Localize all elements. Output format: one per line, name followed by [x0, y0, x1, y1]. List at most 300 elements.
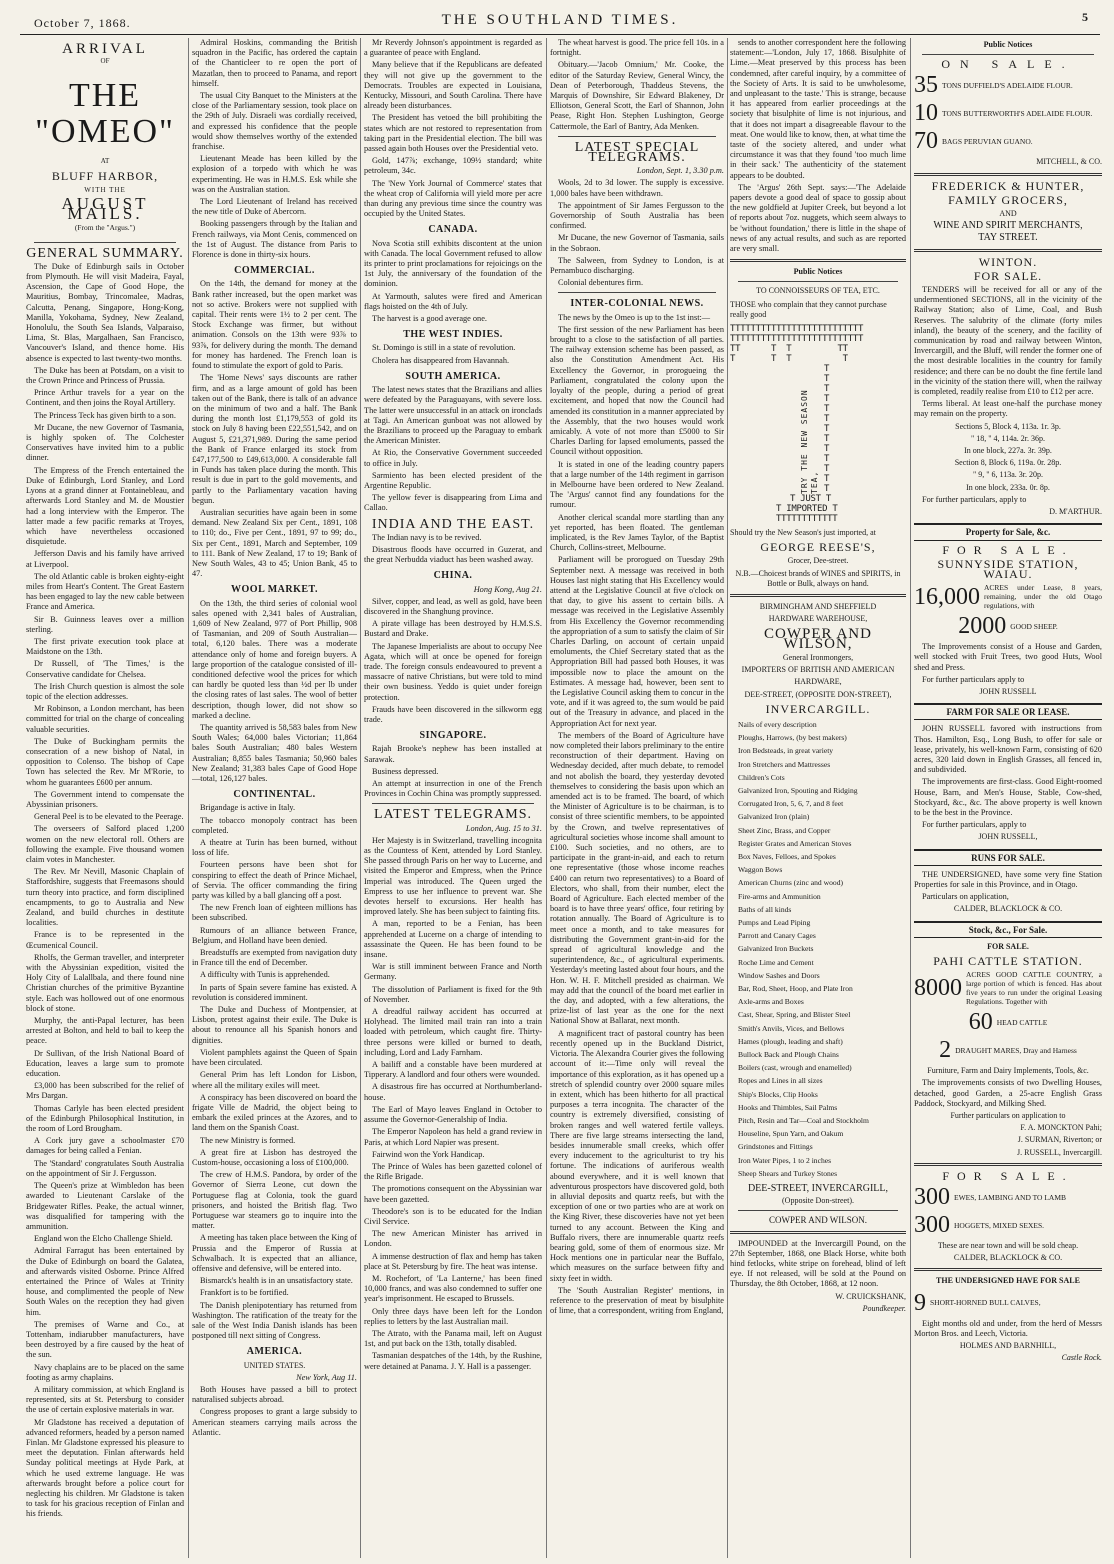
summary-paragraph: The overseers of Salford placed 1,200 women on the new electoral roll. Others are following the example. Five thousand women claim votes in Manchester. [26, 824, 184, 864]
frederick-hunter-name: FREDERICK & HUNTER, [931, 178, 1085, 193]
summary-paragraph: The Princess Teck has given birth to a son. [34, 410, 176, 420]
continental-paragraph: In parts of Spain severe famine has existed. A revolution is considered imminent. [192, 982, 357, 1002]
winton-further: For further particulars, apply to [922, 494, 1027, 504]
pahi-mares-row [914, 1038, 1102, 1062]
winton-terms: Terms liberal. At least one-half the purchase money may remain on the property. [914, 399, 1102, 419]
commercial-heading: COMMERCIAL. [234, 265, 315, 277]
telegram-paragraph: Fairwind won the York Handicap. [372, 1149, 485, 1159]
united-states-heading: UNITED STATES. [243, 1360, 306, 1370]
wool-paragraphs [192, 599, 357, 785]
hardware-list-item: Children's Cots [738, 772, 785, 782]
winton-text: TENDERS will be received for all or any of the undermentioned SECTIONS, all in the vicinity of the Railway Station; also of Lime, Coal, and Bush Reserves. The salubrity of the climate (forty miles inland), the beauty of the scenery, and the facility of communication by road and railway between Winton, Invercargill, and the Bluff, will render the former one of the most desirable localities in the country for family residence; and there can be no doubt the fine fertile land in the vicinity of the station there will, when the railway is completed, readily realise from £10 to £12 per acre. [914, 285, 1102, 397]
summary-paragraph: The Empress of the French entertained the Duke of Edinburgh, Lord Stanley, and Lord Lyons at a grand dinner at Fontainebleau, and afterwards Lord Stanley and M. de Moustier had a long interview with the Emperor. The latter made a few pacific remarks at Troyes, which have nevertheless occasioned disquietude. [26, 465, 184, 547]
column-2 [192, 38, 357, 1560]
column-rule [188, 38, 189, 1558]
hoggets-text: HOGGETS, MIXED SEXES. [954, 1220, 1044, 1230]
summary-paragraph: Jefferson Davis and his family have arrived at Liverpool. [26, 549, 184, 569]
canada-paragraphs [364, 239, 542, 325]
telegrams-dateline: London, Aug. 15 to 31. [465, 823, 542, 833]
hardware-list-item: Sheep Shears and Turkey Stones [738, 1168, 838, 1178]
on-sale-item [914, 101, 1102, 125]
sunnyside-for-sale: FOR SALE. [942, 542, 1074, 557]
runs-particulars: Particulars on application, [922, 892, 1009, 902]
winton-section-line: In one block, 233a. 0r. 8p. [966, 482, 1050, 492]
cowper-wilson-invercargill: INVERCARGILL. [765, 701, 871, 716]
hardware-list-item: Bar, Rod, Sheet, Hoop, and Plate Iron [738, 983, 853, 993]
wool-paragraph: The quantity arrived is 58,583 bales from New South Wales; 64,000 bales Victorian; 11,864 bales South Australian; 480 bales Western Australian; 8,855 bales Tasmania; 50,960 bales New Zealand; 31,383 bales Cape of Good Hope—total, 126,127 bales. [192, 723, 357, 784]
summary-paragraph: The Duke has been at Potsdam, on a visit to the Crown Prince and Princess of Prussia. [26, 365, 184, 386]
column-rule [727, 38, 728, 1558]
summary-paragraph: Dr Russell, of 'The Times,' is the Conservative candidate for Chelsea. [26, 659, 184, 679]
divider [914, 1268, 1102, 1271]
pahi-cattle: 60 [968, 1009, 993, 1036]
winton-for-sale: FOR SALE. [973, 268, 1043, 283]
continental-paragraph: A great fire at Lisbon has destroyed the Custom-house, occasioning a loss of £100,000. [192, 1147, 357, 1167]
winton-section-line: In one block, 227a. 3r. 39p. [964, 446, 1052, 456]
divider [914, 249, 1102, 252]
column-5 [730, 38, 906, 1560]
canada-paragraph: The harvest is a good average one. [372, 314, 487, 324]
poundkeeper-title: Poundkeeper. [862, 1303, 906, 1313]
news-paragraph: The 'Argus' 26th Sept. says:—'The Adelaide papers devote a good deal of space to gossip about the new goldfield at Jupiter Creek, but beyond a lot of reports about 7oz. nuggets, which seem always to be 'without foundation,' there is little in the shape of news of any actual results, and such as are reported are very small. [730, 182, 906, 254]
birmingham-sub: HARDWARE WAREHOUSE, [768, 614, 868, 624]
hardware-list-item: Iron Water Pipes, 1 to 2 inches [738, 1155, 832, 1165]
continental-paragraph: Bismarck's health is in an unsatisfactory state. [200, 1276, 353, 1286]
latest-telegrams-heading: LATEST TELEGRAMS. [373, 807, 533, 823]
runs-text: THE UNDERSIGNED, have some very fine Station Properties for sale in this Province, and in Otago. [914, 869, 1102, 889]
winton-section-line: " 9, " 6, 113a. 3r. 20p. [972, 470, 1043, 480]
tea-imported: IMPORTED [786, 504, 828, 515]
on-sale-item [914, 73, 1102, 97]
singapore-paragraph: Rajah Brooke's nephew has been installed at Sarawak. [364, 744, 542, 764]
telegram-paragraph: Theodore's son is to be educated for the Indian Civil Service. [364, 1206, 542, 1226]
ewes-text: EWES, LAMBING AND TO LAMB [954, 1192, 1067, 1202]
us-paragraph: Congress proposes to grant a large subsidy to American steamers carrying mails across the Atlantic. [192, 1407, 357, 1437]
special-paragraph: Wools, 2d to 3d lower. The supply is excessive. 1,000 bales have been withdrawn. [550, 178, 724, 198]
commercial-paragraph: On the 14th, the demand for money at the Bank rather increased, but the open market was not so active. Brokers were not supplied with capital. Their rents were 1½ to 2 per cent. The Stock Exchange was firmer, but without animation. Consols on the 13th were 93⅞ to 93⅞, for delivery during the month. The demand for money has hardened. The French loan is found to stimulate the export of gold to Paris. [192, 279, 357, 371]
on-sale-description: BAGS PERUVIAN GUANO. [942, 136, 1033, 146]
continental-paragraph: General Prim has left London for Lisbon, where all the military exiles will meet. [192, 1070, 357, 1090]
west-indies-heading: THE WEST INDIES. [403, 329, 503, 341]
hardware-list-item: Window Sashes and Doors [738, 970, 820, 980]
news-paragraph: Gold, 147⅞; exchange, 109½ standard; white petroleum, 34c. [364, 156, 542, 176]
tea-ad-intro: THOSE who complain that they cannot purchase really good [730, 299, 887, 319]
hardware-list-item: Cast, Shear, Spring, and Blister Steel [738, 1010, 851, 1020]
summary-paragraph: The Duke of Edinburgh sails in October from Plymouth. He will visit Madeira, Fayal, Ascension, the Cape of Good Hope, the Mauritius, Bombay, Trincomalee, Madras, Calcutta, Penang, Singapore, Hong-Kong, Manilla, Yokohama, Sydney, New Zealand, Honolulu, the South Sea Islands, Valparaiso, Lima, St. Blas, Margalhaen, San Francisco, Vancouver's Island, and thence home. His absence is expected to last twenty-two months. [26, 261, 184, 363]
hardware-list-item: Grindstones and Fittings [738, 1142, 813, 1152]
continental-paragraph: A meeting has taken place between the King of Prussia and the Emperor of Russia at Schwalbach. It is expected that an alliance, offensive and defensive, will be entered into. [192, 1233, 357, 1273]
on-sale-heading: ON SALE. [941, 57, 1075, 72]
property-heading: Property for Sale, &c. [914, 523, 1102, 540]
continental-paragraph: A difficulty with Tunis is apprehended. [200, 970, 330, 980]
continental-paragraphs [192, 803, 357, 1341]
west-indies-paragraphs [364, 343, 542, 365]
divider [730, 1231, 906, 1234]
telegram-paragraph: The dissolution of Parliament is fixed for the 9th of November. [364, 984, 542, 1004]
summary-paragraph: £3,000 has been subscribed for the relief of Mrs Dargan. [26, 1081, 184, 1101]
hardware-list-item: Fire-arms and Ammunition [738, 891, 821, 901]
hardware-list-item: Sheet Zinc, Brass, and Copper [738, 825, 831, 835]
divider [558, 292, 716, 293]
hardware-list-item: Houseline, Spun Yarn, and Oakum [738, 1129, 844, 1139]
continental-paragraph: Frankfort is to be fortified. [200, 1288, 289, 1298]
commercial-paragraph: The 'Home News' says discounts are rather firm, and as a large amount of gold has been taken out of the Bank, there is talk of an advance on the minimum of two and a half. The Bank during the month lost £1,179,553 of gold its stock on July 8 having been £22,551,542, and on August 5, £21,371,989. During the same period the Bank of France enlarged its stock from £47,177,500 to £49,613,000. A considerable fall in Funds has taken place during the month. This result is due in part to the gold movements, and partly to the Parliamentary vacation having begun. [192, 373, 357, 505]
calves-row [914, 1291, 1102, 1315]
continental-paragraph: Rumours of an alliance between France, Belgium, and Holland have been denied. [192, 925, 357, 945]
hardware-list-item: Ploughs, Harrows, (by best makers) [738, 733, 847, 743]
newspaper-title: THE SOUTHLAND TIMES. [441, 12, 679, 28]
intercolonial-paragraph: A magnificent tract of pastoral country has been recently opened up in the Buckland District, Victoria. The Alexandra Courier gives the following account of it:—Time only will reveal the importance of this exploration, as it has opened up a stretch of splendid country over 2000 square miles in extent, which has been hitherto for all practical purposes a terra incognita. The character of the country is extremely diversified, consisting of broken ranges and well watered fertile valleys. There are five large streams intersecting the land, besides innumerable small creeks, which offer every inducement to the agriculturist to try his fortune. The indications of auriferous wealth abound everywhere, and it is well known that adventurous prospectors have discovered gold, both in alluvial deposits and quartz reefs, but with the exception of one or two parties who are at work on the King River, these discoveries have not yet been turned to any account. Between the King and Buffalo rivers, there are innumerable quartz reefs bearing gold, some of them of enormous size. Mr Hock mentions one in particular near the Buffalo, which measures on the surface between fifty and sixty feet in width. [550, 1028, 724, 1283]
summary-paragraph: General Peel is to be elevated to the Peerage. [34, 812, 184, 822]
tea-ad-grocer: Grocer, Dee-street. [787, 556, 849, 566]
continental-paragraph: The tobacco monopoly contract has been completed. [192, 815, 357, 835]
pahi-name: PAHI CATTLE STATION. [933, 953, 1083, 968]
hardware-list-item: Galvanized Iron, Spouting and Ridging [738, 785, 858, 795]
birmingham-heading: BIRMINGHAM AND SHEFFIELD [759, 602, 877, 612]
pahi-further: Further particulars on application to [950, 1111, 1066, 1120]
summary-paragraph: The premises of Warne and Co., at Tottenham, indiarubber manufacturers, have been destroyed by a fire caused by the heat of the sun. [26, 1319, 184, 1360]
pahi-acres: 8000 [914, 975, 962, 1002]
cowper-wilson-general: General Ironmongers, [782, 652, 854, 662]
public-notices-heading: Public Notices [793, 267, 843, 277]
sunnyside-sheep-text: GOOD SHEEP. [1010, 621, 1058, 631]
pahi-mares: 2 [939, 1037, 952, 1064]
calves-description: Eight months old and under, from the herd of Messrs Morton Bros. and Leech, Victoria. [914, 1318, 1102, 1338]
china-paragraph: The Japanese Imperialists are about to occupy Nee Agata, which will at once be opened for foreign trade. The foreign consuls endeavoured to prevent a massacre of native Christians, but were told to mind their own business. Yeddo is quiet under foreign protection. [364, 641, 542, 702]
ewes-row [914, 1185, 1102, 1209]
summary-paragraph: A military commission, at which England is represented, sits at St. Petersburg to consider the use of certain explosive materials in war. [26, 1384, 184, 1415]
india-paragraph: The Indian navy is to be revived. [372, 532, 482, 542]
commercial-paragraphs [192, 279, 357, 579]
at-label: AT [100, 157, 110, 166]
south-america-paragraph: At Rio, the Conservative Government succeeded to office in July. [364, 448, 542, 468]
tea-ad-should: Should try the New Season's just imported, at [730, 528, 876, 538]
summary-paragraph: The Irish Church question is almost the sole topic of the election addresses. [26, 681, 184, 701]
hardware-list-item: Nails of every description [738, 719, 817, 729]
continental-paragraph: The Danish plenipotentiary has returned from Washington. The ratification of the treaty for the sale of the West India Danish islands has been postponed till next sitting of Congress. [192, 1300, 357, 1341]
ewes-near: These are near town and will be sold cheap. [937, 1241, 1079, 1251]
divider [922, 54, 1094, 55]
intercolonial-paragraph: It is stated in one of the leading country papers that a large number of the 14th regiment in garrison in Melbourne have been ordered to New Zealand. The 'Argus' cannot find any foundations for the rumour. [550, 459, 724, 510]
telegram-paragraph: M. Rochefort, of 'La Lanterne,' has been fined 10,000 francs, and was also condemned to suffer one year's imprisonment. He escaped to Brussels. [364, 1273, 542, 1304]
news-paragraph: Admiral Hoskins, commanding the British squadron in the Pacific, has ordered the captain of the Chanticleer to re open the port of Mazatlan, then to proceed to Panama, and report himself. [192, 38, 357, 88]
cowper-wilson-name: COWPER AND WILSON, [764, 625, 872, 652]
wool-market-heading: WOOL MARKET. [231, 584, 318, 596]
news-paragraph: The usual City Banquet to the Ministers at the close of the Parliamentary session, took place on the 29th of July. Disraeli was cordially received, and expressed his confidence that the people would show themselves worthy of the extended franchise. [192, 91, 357, 152]
news-paragraph: The Lord Lieutenant of Ireland has received the new title of Duke of Abercorn. [192, 197, 357, 217]
hardware-list-item: Hames (plough, leading and shaft) [738, 1036, 843, 1046]
summary-paragraph: The 'Standard' congratulates South Australia on the appointment of Sir J. Fergusson. [26, 1158, 184, 1178]
continental-paragraph: Violent pamphlets against the Queen of Spain have been circulated. [192, 1047, 357, 1068]
tea-vertical-text: TRY THE NEW SEASON TEA, [800, 389, 819, 495]
west-indies-paragraph: Cholera has disappeared from Havannah. [372, 355, 510, 365]
sunnyside-acres-row [914, 583, 1102, 610]
intercolonial-paragraph: Another clerical scandal more startling than any yet reported, has been floated. The gentleman implicated, is the Rev James Taylor, of the Baptist Church, Collins-street, Melbourne. [550, 512, 724, 553]
hardware-list-item: Ship's Blocks, Clip Hooks [738, 1089, 818, 1099]
column-4 [550, 38, 724, 1560]
canada-paragraph: Nova Scotia still exhibits discontent at the union with Canada. The local Government refused to allow its printer to print proclamations for rejoicings on the 1st July, the anniversary of the foundation of the dominion. [364, 238, 542, 289]
mitchell-sign: MITCHELL, & CO. [1036, 157, 1102, 167]
special-paragraph: The Salween, from Sydney to London, is at Pernambuco discharging. [550, 255, 724, 276]
winton-section-line: Section 8, Block 6, 119a. 0r. 28p. [954, 458, 1062, 468]
bluff-harbor: BLUFF HARBOR, [51, 168, 159, 183]
sunnyside-improvements: The Improvements consist of a House and Garden, well stocked with Fruit Trees, two good Huts, Wool shed and Press. [914, 642, 1102, 672]
commercial-paragraph: Australian securities have again been in some demand. New Zealand Six per Cent., 1891, 108 to 110; do., Five per Cent., 1891, 97 to 99; do., Six per Cent., 1891, March and September, 109 to 111. Bank of New Zealand, 17 to 19; Bank of New South Wales, 43 to 45; Union Bank, 45 to 47. [192, 507, 357, 579]
issue-date: October 7, 1868. [34, 16, 131, 30]
farm-further: For further particulars, apply to [922, 820, 1027, 830]
sunnyside-acres: 16,000 [914, 583, 980, 610]
special-paragraph: Mr Ducane, the new Governor of Tasmania, sails in the Sobraon. [550, 233, 724, 253]
news-paragraph: The President has vetoed the bill prohibiting the states which are not restored to representation from taking part in the Presidential election. The bill was passed again both Houses over the Presidential veto. [364, 113, 542, 154]
sunnyside-further: For further particulars apply to [922, 674, 1025, 684]
news-paragraphs [364, 38, 542, 219]
pound-sign: W. CRUICKSHANK, [835, 1291, 906, 1301]
farm-heading: FARM FOR SALE OR LEASE. [914, 703, 1102, 720]
hardware-list-item: Galvanized Iron Buckets [738, 944, 814, 954]
with-the-label: WITH THE [84, 185, 126, 194]
summary-paragraph: Navy chaplains are to be placed on the same footing as army chaplains. [26, 1362, 184, 1382]
pahi-acres-row [914, 970, 1102, 1006]
castle-rock: Castle Rock. [1061, 1353, 1102, 1363]
column-6 [914, 38, 1102, 1560]
china-paragraph: Silver, copper, and lead, as well as gold, have been discovered in the Shanghung province. [364, 596, 542, 616]
cowper-wilson-dee: DEE-STREET, (OPPOSITE DON-STREET), [744, 689, 892, 699]
hardware-list-item: Roche Lime and Cement [738, 957, 814, 967]
cowper-wilson-hardware: HARDWARE, [794, 677, 842, 687]
pahi-agent-2: J. SURMAN, Riverton; or [1017, 1135, 1102, 1145]
hardware-list-item: Parrott and Canary Cages [738, 931, 816, 941]
on-sale-quantity: 70 [914, 128, 938, 155]
west-indies-paragraph: St. Domingo is still in a state of revolution. [372, 343, 516, 353]
telegram-paragraph: War is still imminent between France and North Germany. [364, 962, 542, 982]
pahi-cattle-row [914, 1010, 1102, 1034]
continental-paragraph: A theatre at Turin has been burned, without loss of life. [192, 838, 357, 858]
hardware-list-item: Register Grates and American Stoves [738, 838, 852, 848]
summary-paragraph: Mr Ducane, the new Governor of Tasmania, is highly spoken of. The Colchester Conservatives have invited him to a public dinner. [26, 422, 184, 463]
and-label: AND [999, 209, 1017, 219]
ewes-count: 300 [914, 1184, 950, 1211]
tea-ad-nb: N.B.—Choicest brands of WINES and SPIRITS, in Bottle or Bulk, always on hand. [735, 568, 901, 588]
column-3 [364, 38, 542, 1560]
divider [730, 259, 906, 262]
special-paragraph: Colonial debentures firm. [558, 278, 644, 288]
news-paragraph: The wheat harvest is good. The price fell 10s. in a fortnight. [550, 38, 724, 58]
of-label: OF [100, 57, 110, 66]
hardware-list-item: Waggon Bows [738, 865, 783, 875]
holmes-sign: HOLMES AND BARNHILL, [959, 1341, 1057, 1351]
singapore-paragraph: An attempt at insurrection in one of the French Provinces in Cochin China was promptly suppressed. [364, 779, 542, 799]
winton-heading: WINTON. [978, 254, 1038, 269]
family-grocers: FAMILY GROCERS, [948, 192, 1068, 207]
arrival-heading: ARRIVAL [62, 41, 148, 57]
calder-sign: CALDER, BLACKLOCK & CO. [953, 904, 1063, 914]
page-number: 5 [1082, 10, 1088, 24]
china-dateline: Hong Kong, Aug 21. [473, 584, 542, 594]
special-paragraph: The appointment of Sir James Fergusson to the Governorship of South Australia has been confirmed. [550, 200, 724, 231]
china-paragraph: Frauds have been discovered in the silkworm egg trade. [364, 704, 542, 724]
divider [914, 1163, 1102, 1166]
hardware-list-item: Box Naves, Felloes, and Spokes [738, 851, 836, 861]
on-sale-quantity: 35 [914, 72, 938, 99]
summary-paragraph: The Queen's prize at Wimbledon has been awarded to Lieutenant Carslake of the Bridgewater Rifles. Peake, the actual winner, was disqualified for tampering with the ammunition. [26, 1181, 184, 1231]
column-1 [26, 38, 184, 1560]
on-sale-description: TONS DUFFIELD'S ADELAIDE FLOUR. [942, 80, 1073, 90]
south-america-heading: SOUTH AMERICA. [405, 370, 501, 382]
summary-paragraph: A Cork jury gave a schoolmaster £70 damages for being called a Fenian. [26, 1136, 184, 1156]
special-dateline: London, Sept. 1, 3.30 p.m. [636, 166, 724, 176]
pahi-acres-text: ACRES GOOD CATTLE COUNTRY, a large portion of which is fenced. Has about five years to run under the original Leasing Regulations. Together with [966, 970, 1102, 1007]
sunnyside-name: SUNNYSIDE STATION, WAIAU. [937, 556, 1079, 581]
cowper-wilson-importers: IMPORTERS OF BRITISH AND AMERICAN [741, 665, 895, 675]
continental-paragraph: The new French loan of eighteen millions has been subscribed. [192, 903, 357, 923]
india-paragraph: Disastrous floods have occurred in Guzerat, and the great Nerbudda viaduct has been washed away. [364, 544, 542, 565]
ewes-for-sale: FOR SALE. [942, 1168, 1074, 1183]
news-paragraph: Obituary.—'Jacob Omnium,' Mr. Cooke, the editor of the Saturday Review, General Wincy, the Dean of Peterborough, Thaddeus Stevens, the Marquis of Downshire, Sir Edward Blakeney, Dr Elliotson, General Scott, the Earl of Shannon, John Pease, Right Hon. Stephen Lushington, George Cattermole, the Earl of Bantry, Ada Menken. [550, 60, 724, 131]
summary-paragraph: Mr Gladstone has received a deputation of advanced reformers, headed by a person named Finlan. Mr Gladstone expressed his pleasure to meet the deputation. Finlan afterwards held Sunday political meetings at Hyde Park, at which he used extreme language. He was afterwards brought before a police court for neglecting his children. Mr Gladstone is taken to task for his gracious reception of Finlan and his friends. [26, 1417, 184, 1519]
divider [738, 1210, 898, 1211]
pahi-agent-1: F. A. MONCKTON Pahi; [1020, 1123, 1102, 1133]
hardware-list-item: Galvanized Iron (plain) [738, 812, 810, 822]
tea-ad-t-graphic: TTTTTTTTTTTTTTTTTTTTTTTTTT TTTTTTTTTTTTTTTTTTTTTTTTTT TT T T TT T T T T TRY THE NEW SEASON TEA, T T T T T T T T T T T T T T JUST T T IMPORTED T TTTTTTTTTTTT [730, 324, 864, 525]
divider [730, 594, 906, 597]
divider [372, 803, 534, 804]
summary-paragraph: The first private execution took place at Maidstone on the 13th. [26, 636, 184, 657]
singapore-heading: SINGAPORE. [419, 730, 487, 742]
wool-paragraph: On the 13th, the third series of colonial wool sales opened with 2,341 bales of Australian, 1,609 of New Zealand, 977 of Port Phillip, 908 of Tasmanian, and 209 of South Australian—total, 6,120 bales. There was a moderate attendance only of home and foreign buyers. A large proportion of the catalogue consisted of ill-conditioned defective wool the prices for which can hardly be quoted less than ½d per lb under the closing rates of last sales. The wool of better description, though lower, did not show so marked a decline. [192, 598, 357, 720]
telegram-paragraph: A bailiff and a constable have been murdered at Tipperary. A landlord and four others were wounded. [364, 1060, 542, 1080]
telegram-paragraph: A disastrous fire has occurred at Northumberland-house. [364, 1082, 542, 1102]
divider [914, 173, 1102, 176]
telegram-paragraph: Her Majesty is in Switzerland, travelling incognita as the Countess of Kent, attended by Lord Stanley. She passed through Paris on her way to Lucerne, and visited the Emperor and Empress, when the Prince Imperial was introduced. The Queen urged the Empress to use her influence to prevent war. She devotes herself to excursions. Her health has improved lately. She has been subject to fainting fits. [364, 835, 542, 917]
us-paragraph: Both Houses have passed a bill to protect naturalised subjects abroad. [192, 1384, 357, 1405]
wine-spirit: WINE AND SPIRIT MERCHANTS, [933, 220, 1083, 232]
telegram-paragraph: Only three days have been left for the London replies to letters by the last Australian mail. [364, 1306, 542, 1326]
intercolonial-paragraphs [550, 313, 724, 1317]
intercolonial-heading: INTER-COLONIAL NEWS. [570, 298, 704, 310]
divider [738, 281, 898, 282]
telegram-paragraph: A man, reported to be a Fenian, has been apprehended at Lucerne on a charge of intending to assassinate the Queen. He has been found to be insane. [364, 919, 542, 960]
news-paragraphs [550, 38, 724, 132]
intercolonial-paragraph: The members of the Board of Agriculture have now completed their labors preliminary to the entire reconstruction of their department. Having on Wednesday decided, after much debate, to remodel and not abolish the board, they yesterday devoted themselves to considering the basis upon which an amended act is to be framed. The board, of which the Minister of Agriculture is to be chairman, is to consist of three scientific members, to be appointed by the Crown, and twelve representatives of agricultural societies whose income shall amount to £100. Such societies, and no others, are to participate in the grant-in-aid, and each to return one representative (those whose income reaches £400 can return two representatives) to a Board of Electors, who shall, from their number, elect the Board of Agriculture. Each elected member of the board is to have three years' office, four retiring by rotation annually. The Board of Agriculture is to meet once a month, and to take measures for distributing the Government grant-in-aid for the spread of agricultural knowledge and the superintendence, &c., of agricultural experiments. Yesterday's meeting lasted about four hours, and the Hon. W. H. F. Mitchell presided as chairman. We may add that the council of the board met earlier in the day, and adopted, with a few alterations, the prize-list of last year as the one for the next National Show at Ballarat, next month. [550, 730, 724, 1026]
hardware-list-item: Baths of all kinds [738, 904, 792, 914]
summary-paragraphs [26, 262, 184, 1520]
news-paragraphs [730, 38, 906, 254]
hardware-list-item: Iron Bedsteads, in great variety [738, 746, 834, 756]
hardware-list-item: Corrugated Iron, 5, 6, 7, and 8 feet [738, 799, 844, 809]
telegram-paragraph: The new American Minister has arrived in London. [364, 1229, 542, 1249]
on-sale-quantity: 10 [914, 100, 938, 127]
canada-heading: CANADA. [428, 224, 478, 236]
news-paragraph: Lieutenant Meade has been killed by the explosion of a torpedo with which he was experimenting. He was in H.M.S. Esk while she was on the Australian station. [192, 154, 357, 194]
continental-paragraph: The new Ministry is formed. [200, 1135, 296, 1145]
general-summary-heading: GENERAL SUMMARY. [26, 245, 184, 261]
special-telegrams-heading: LATEST SPECIAL TELEGRAMS. [574, 139, 700, 166]
china-paragraph: A pirate village has been destroyed by H.M.S.S. Bustard and Drake. [364, 619, 542, 639]
ewes-calder: CALDER, BLACKLOCK & CO. [953, 1253, 1063, 1263]
russell-sign-2: JOHN RUSSELL, [978, 832, 1038, 842]
hardware-list [738, 718, 906, 1180]
omeo-title: THE "OMEO" [35, 77, 175, 151]
hardware-list-item: Pitch, Resin and Tar—Coal and Stockholm [738, 1116, 869, 1126]
august-mails: AUGUST MAILS. [61, 194, 149, 224]
pahi-for-sale: FOR SALE. [987, 941, 1029, 951]
tea-ad-reeses: GEORGE REESE'S, [760, 540, 876, 555]
america-heading: AMERICA. [246, 1346, 303, 1358]
mcarthur-sign: D. M'ARTHUR. [1049, 507, 1102, 517]
telegram-paragraph: The Emperor Napoleon has held a grand review in Paris, at which Lord Napier was present. [364, 1127, 542, 1147]
sunnyside-sheep-row [914, 614, 1102, 638]
on-sale-description: TONS BUTTERWORTH'S ADELAIDE FLOUR. [942, 108, 1093, 118]
sunnyside-acres-text: ACRES under Lease, 8 years, remaining, under the old Otago regulations, with [984, 583, 1102, 611]
hardware-list-item: Axle-arms and Boxes [738, 997, 804, 1007]
opposite-don-street: (Opposite Don-street). [782, 1196, 854, 1206]
summary-paragraph: The Rev. Mr Nevill, Masonic Chaplain of Staffordshire, suggests that Freemasons should turn theory into practice, and form disciplined encampments, to go to Australia and New Zealand, and build churches in destitute localities. [26, 867, 184, 928]
calves-text: SHORT-HORNED BULL CALVES, [930, 1298, 1041, 1308]
on-sale-item [914, 129, 1102, 153]
divider [558, 136, 716, 137]
winton-section-line: Sections 5, Block 4, 113a. 1r. 3p. [955, 421, 1061, 431]
column-rule [546, 38, 547, 1558]
divider [34, 242, 176, 243]
telegram-paragraph: The Atrato, with the Panama mail, left on August 1st, and put back on the 13th, totally disabled. [364, 1328, 542, 1349]
news-paragraph: The 'New York Journal of Commerce' states that the wheat crop of California will yield more per acre than during any previous time since the country was occupied by the United States. [364, 178, 542, 219]
canada-paragraph: At Yarmouth, salutes were fired and American flags hoisted on the 4th of July. [364, 291, 542, 311]
intercolonial-paragraph: The news by the Omeo is up to the 1st inst:— [558, 312, 711, 322]
india-paragraphs [364, 533, 542, 566]
summary-paragraph: Admiral Farragut has been entertained by the Duke of Edinburgh on board the Galatea, and afterwards visited Osborne. Prince Alfred entertained the Prince of Wales at Trinity house, and complimented the people of New South Wales on the reception they had given him. [26, 1246, 184, 1317]
russell-sign: JOHN RUSSELL [979, 686, 1037, 696]
tea-just: JUST [800, 494, 821, 505]
calves-count: 9 [914, 1289, 926, 1316]
farm-improvements: The improvements are first-class. Good Eight-roomed House, Barn, and Men's House, Stable, Cow-shed, Stockyard, &c., &c. The above property is well known to be the best in the Province. [914, 777, 1102, 817]
summary-paragraph: Prince Arthur travels for a year on the Continent, and then joins the Royal Artillery. [26, 388, 184, 408]
hardware-list-item: Smith's Anvils, Vices, and Bellows [738, 1023, 845, 1033]
summary-paragraph: France is to be represented in the Œcumenical Council. [26, 930, 184, 950]
pahi-cattle-text: HEAD CATTLE [996, 1017, 1048, 1027]
pahi-improvements: The improvements consists of two Dwelling Houses, detached, good Garden, a 25-acre English Grass Paddock, Stockyard, and Milking Shed. [914, 1078, 1102, 1108]
summary-paragraph: England won the Elcho Challenge Shield. [34, 1234, 173, 1244]
column-rule [910, 38, 911, 1558]
telegram-paragraph: The Prince of Wales has been gazetted colonel of the Rifle Brigade. [364, 1161, 542, 1182]
india-heading: INDIA AND THE EAST. [371, 516, 535, 532]
pahi-furniture: Furniture, Farm and Dairy Implements, Tools, &c. [927, 1066, 1089, 1076]
summary-paragraph: Thomas Carlyle has been elected president of the Edinburgh Philosophical Institution, in the room of Lord Brougham. [26, 1103, 184, 1134]
special-paragraphs [550, 178, 724, 288]
pahi-mares-text: DRAUGHT MARES, Dray and Harness [955, 1045, 1077, 1055]
intercolonial-paragraph: The 'South Australian Register' mentions, in reference to the preservation of meat by bisulphite of lime, that a correspondent, writing from England, [550, 1285, 724, 1316]
hardware-list-item: Iron Stretchers and Mattresses [738, 759, 831, 769]
us-dateline: New York, Aug 11. [296, 1372, 357, 1382]
continental-paragraph: The Duke and Duchess of Montpensier, at Lisbon, protest against their exile. The Duke is about to renounce all his Spanish honors and dignities. [192, 1005, 357, 1045]
telegram-paragraph: The Earl of Mayo leaves England in October to assume the Governor-Generalship of India. [364, 1104, 542, 1125]
china-paragraphs [364, 597, 542, 725]
south-america-paragraph: The yellow fever is disappearing from Lima and Callao. [364, 493, 542, 513]
news-paragraphs [192, 38, 357, 260]
masthead [20, 8, 1100, 35]
news-paragraph: sends to another correspondent here the following statement:—'London, July 17, 1868. Bisulphite of Lime.—Meat preserved by this process has been condemned, after careful inquiry, by a committee of the Society of Arts. It is said to be unwholesome, and unpleasant to the taste.' This is strange, because it has appeared from earlier proceedings at the society that bisulphite of lime is not injurious, and that it does not impart a disagreeable flavour to the meat. One would like to know, then, at what time the taste of the society altered, and under what circumstance it was that they found 'too much lime in their sack.' The authenticity of the statement appears to be doubted. [730, 38, 906, 180]
hardware-list-item: Hooks and Thimbles, Sail Palms [738, 1102, 838, 1112]
hardware-list-item: Pumps and Lead Piping [738, 917, 811, 927]
summary-paragraph: The Duke of Buckingham permits the consecration of a new bishop of Natal, in opposition to Colenso. The bishop of Cape Town has selected the Rev. Mr M'Rorie, to whom he guarantees £600 per annum. [26, 736, 184, 787]
hoggets-row [914, 1213, 1102, 1237]
runs-heading: RUNS FOR SALE. [914, 849, 1102, 866]
stock-heading: Stock, &c., For Sale. [914, 921, 1102, 938]
hardware-list-item: Boilers (cast, wrough and enamelled) [738, 1063, 852, 1073]
news-paragraph: Booking passengers through by the Italian and French railways, via Mont Cenis, commenced on the 1st of August. The distance from Paris to Florence is done in thirty-six hours. [192, 219, 357, 260]
south-america-paragraph: Sarmiento has been elected president of the Argentine Republic. [364, 470, 542, 490]
continental-paragraph: Fourteen persons have been shot for conspiring to effect the death of Prince Michael, of Servia. The officer commanding the firing party was killed by a ball glancing off a post. [192, 860, 357, 901]
intercolonial-paragraph: Parliament will be prorogued on Tuesday 29th September next. A message was received in both Houses last night stating that His Excellency would attend at the Legislative Council at five o'clock on that day, to give his assent to certain bills. A message was received in the Legislative Assembly from His Excellency the Governor recommending the appropriation of a sum to satisfy the claim of Sir Charles Darling, on account of certain unpaid emoluments, the Chief Secretary stated that as the Appropriation Bill had passed both Houses, it was impossible now to place the amount on the Estimates. A message had, however, been sent to the Legislative Council asking them to concur in the vote, and if it was agreed to, the sum would be paid out of the Treasury in advance, and placed in the Appropriation Act for next year. [550, 555, 724, 728]
